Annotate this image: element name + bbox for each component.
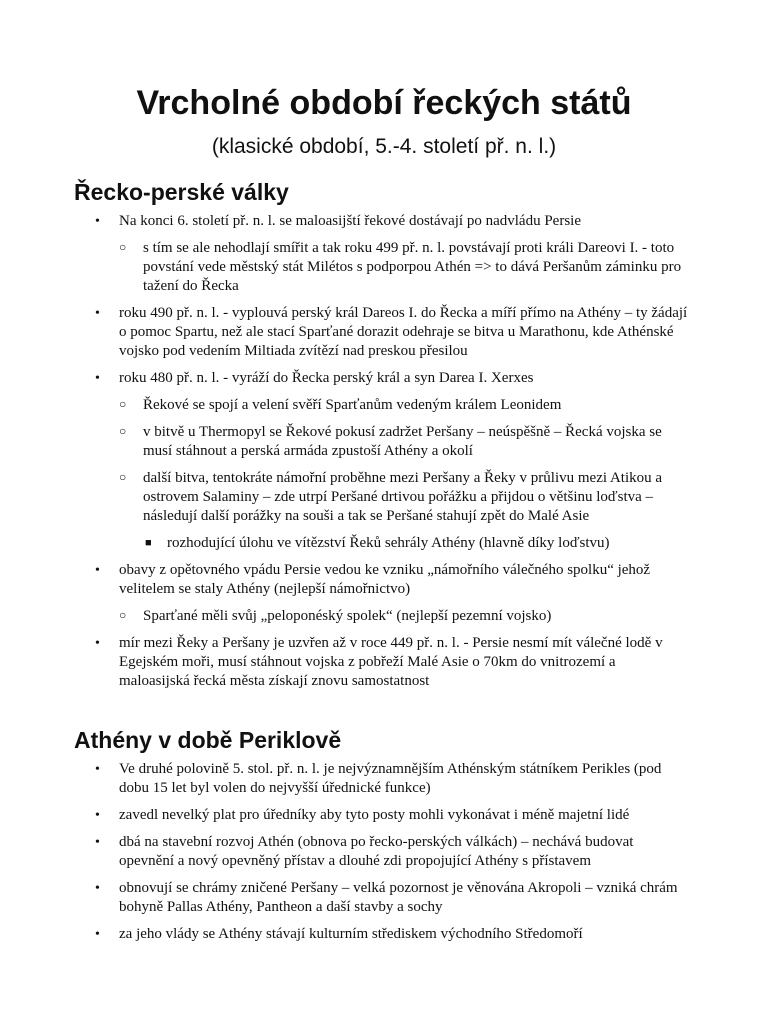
circle-marker: ○ [119,470,127,484]
list-item-text: dbá na stavební rozvoj Athén (obnova po řecko-perských válkách) – nechává budovat opevnění a nový opevněný přístav a dlouhé zdi propojující Athény s přístavem [119,834,634,869]
persian-wars-list [0,212,768,699]
section-heading-persian-wars: Řecko-perské války [74,179,289,205]
list-item [95,806,689,825]
list-item [95,634,689,691]
list-item-text: obavy z opětovného vpádu Persie vedou ke vzniku „námořního válečného spolku“ jehož velitelem se staly Athény (nejlepší námořnictvo) [119,562,651,597]
bullet-marker: • [95,881,100,896]
square-marker: ■ [145,537,152,549]
list-item-text: další bitva, tentokráte námořní proběhne mezi Peršany a Řeky v průlivu mezi Atikou a ostrovem Salaminy – zde utrpí Peršané drtivou pořážku a přijdou o většinu loďstva – následují další porážky na souši a tak se Peršané stahují zpět do Malé Asie [143,470,663,524]
list-item [119,607,689,626]
bullet-marker: • [95,214,100,229]
list-item [95,561,689,599]
bullet-marker: • [95,636,100,651]
bullet-marker: • [95,306,100,321]
list-item-text: Sparťané měli svůj „peloponéský spolek“ (nejlepší pezemní vojsko) [143,608,552,624]
bullet-marker: • [95,835,100,850]
list-item-text: Ve druhé polovině 5. stol. př. n. l. je nejvýznamnějším Athénským státníkem Perikles (pod dobu 15 let byl volen do nejvyšší úřednické funkce) [119,761,662,796]
list-item-text: mír mezi Řeky a Peršany je uzvřen až v roce 449 př. n. l. - Persie nesmí mít válečné lodě v Egejském moři, musí stáhnout vojska z pobřeží Malé Asie o 70km do vnitrozemí a maloasijská řecká města získají znovu samostatnost [119,635,663,689]
list-item [119,423,689,461]
list-item-text: rozhodující úlohu ve vítězství Řeků sehrály Athény (hlavně díky loďstvu) [167,535,610,551]
list-item-text: s tím se ale nehodlají smířit a tak roku 499 př. n. l. povstávají proti králi Dareovi I. - toto povstání vede městský stát Milétos s podporpou Athén => to dává Peršanům záminku pro tažení do Řecka [143,240,682,294]
list-item-text: roku 480 př. n. l. - vyráží do Řecka perský král a syn Darea I. Xerxes [119,370,534,386]
list-item-text: zavedl nevelký plat pro úředníky aby tyto posty mohli vykonávat i méně majetní lidé [119,807,630,823]
list-item [95,925,689,944]
list-item-text: za jeho vlády se Athény stávají kulturním střediskem východního Středomoří [119,926,583,942]
bullet-marker: • [95,563,100,578]
list-item [95,212,689,231]
list-item-text: v bitvě u Thermopyl se Řekové pokusí zadržet Peršany – neúspěšně – Řecká vojska se musí stáhnout a perská armáda zpustoší Athény a okolí [143,424,662,459]
list-item [95,369,689,388]
list-item [95,760,689,798]
list-item [119,469,689,526]
circle-marker: ○ [119,608,127,622]
circle-marker: ○ [119,397,127,411]
bullet-marker: • [95,762,100,777]
bullet-marker: • [95,808,100,823]
section-heading-athens-pericles: Athény v době Periklově [74,727,342,753]
athens-pericles-list [0,760,768,952]
list-item [95,833,689,871]
list-item-text: Na konci 6. století př. n. l. se maloasijští řekové dostávají po nadvládu Persie [119,213,581,229]
list-item [95,304,689,361]
list-item-text: obnovují se chrámy zničené Peršany – velká pozornost je věnována Akropoli – vzniká chrám bohyně Pallas Athény, Pantheon a daší stavby a sochy [119,880,678,915]
list-item [119,396,689,415]
list-item [145,534,689,553]
list-item-text: Řekové se spojí a velení svěří Sparťanům vedeným králem Leonidem [143,397,562,413]
bullet-marker: • [95,927,100,942]
circle-marker: ○ [119,424,127,438]
list-item [95,879,689,917]
page-title: Vrcholné období řeckých států [136,84,632,122]
list-item-text: roku 490 př. n. l. - vyplouvá perský král Dareos I. do Řecka a míří přímo na Athény – ty žádají o pomoc Spartu, než ale stací Sparťané dorazit odehraje se bitva u Marathonu, kde Athénské vojsko pod vedením Miltiada zvítězí nad preskou přesilou [119,305,688,359]
circle-marker: ○ [119,240,127,254]
page-subtitle: (klasické období, 5.-4. století př. n. l.) [211,135,557,158]
bullet-marker: • [95,371,100,386]
list-item [119,239,689,296]
